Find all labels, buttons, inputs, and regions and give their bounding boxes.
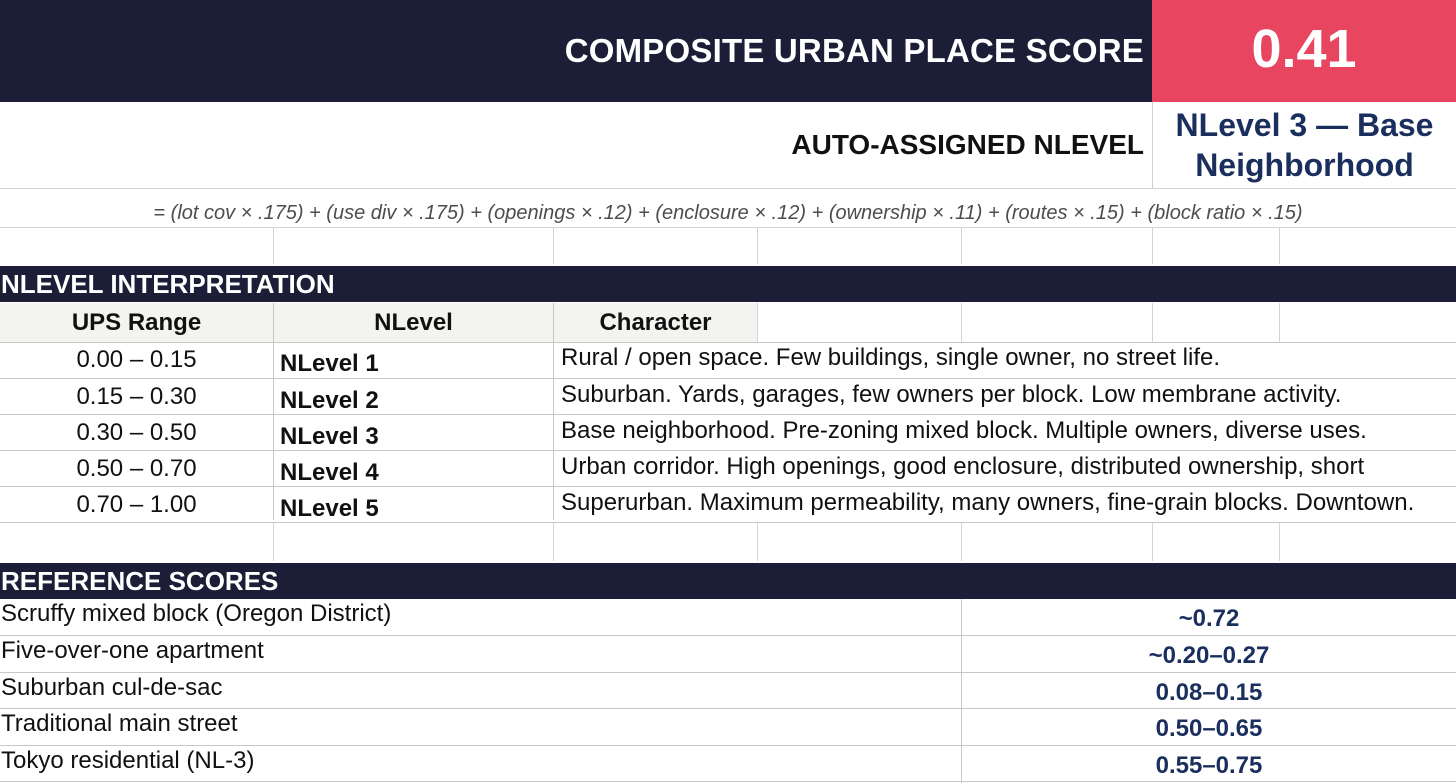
table-cell-character[interactable]: Superurban. Maximum permeability, many owners, fine-grain blocks. Downtown. (561, 489, 1415, 516)
column-header-ups-range[interactable]: UPS Range (0, 303, 273, 342)
column-divider (1279, 303, 1280, 342)
column-divider (1279, 228, 1280, 264)
reference-score[interactable]: 0.08–0.15 (1155, 679, 1263, 706)
reference-name[interactable]: Five-over-one apartment (1, 637, 264, 664)
table-cell-nlevel[interactable]: NLevel 1 (280, 350, 379, 377)
column-divider (273, 523, 274, 561)
column-divider (757, 228, 758, 264)
row-divider (0, 188, 1456, 189)
reference-name[interactable]: Traditional main street (1, 710, 238, 737)
table-cell-range[interactable]: 0.70 – 1.00 (76, 491, 197, 518)
composite-score-cell[interactable] (1152, 0, 1456, 102)
column-divider (273, 228, 274, 264)
table-cell-character[interactable]: Base neighborhood. Pre-zoning mixed block. Multiple owners, diverse uses. (561, 417, 1367, 444)
table-cell-nlevel[interactable]: NLevel 3 (280, 423, 379, 450)
table-cell-range[interactable]: 0.15 – 0.30 (76, 383, 197, 410)
column-divider (553, 228, 554, 264)
column-divider (757, 523, 758, 561)
column-divider (961, 303, 962, 342)
column-divider (553, 523, 554, 561)
column-divider (757, 303, 758, 342)
reference-name[interactable]: Suburban cul-de-sac (1, 674, 223, 701)
row-divider (0, 522, 1456, 523)
table-cell-nlevel[interactable]: NLevel 4 (280, 459, 379, 486)
column-divider (1152, 523, 1153, 561)
auto-assigned-nlevel-cell[interactable] (1152, 102, 1456, 188)
reference-name[interactable]: Scruffy mixed block (Oregon District) (1, 600, 392, 627)
column-header-character[interactable]: Character (554, 303, 757, 342)
auto-assigned-nlevel-line1: NLevel 3 — Base (1175, 107, 1434, 143)
table-cell-range[interactable]: 0.00 – 0.15 (76, 346, 197, 373)
reference-score[interactable]: 0.50–0.65 (1155, 715, 1263, 742)
column-divider (961, 228, 962, 264)
table-cell-nlevel[interactable]: NLevel 2 (280, 387, 379, 414)
formula-text[interactable]: = (lot cov × .175) + (use div × .175) + (openings × .12) + (enclosure × .12) + (ownership × .11) + (routes × .15) + (block ratio × .15) (153, 201, 1303, 224)
column-divider (1152, 228, 1153, 264)
reference-score[interactable]: ~0.72 (1178, 605, 1240, 632)
reference-name[interactable]: Tokyo residential (NL-3) (1, 747, 255, 774)
row-divider (0, 227, 1456, 228)
column-divider (961, 523, 962, 561)
row-divider (0, 781, 1456, 782)
column-divider (1152, 303, 1153, 342)
composite-score-value: 0.41 (1251, 19, 1357, 79)
column-divider (1279, 523, 1280, 561)
table-cell-range[interactable]: 0.30 – 0.50 (76, 419, 197, 446)
table-cell-character[interactable]: Suburban. Yards, garages, few owners per block. Low membrane activity. (561, 381, 1342, 408)
table-cell-character[interactable]: Urban corridor. High openings, good enclosure, distributed ownership, short (561, 453, 1365, 480)
column-header-nlevel[interactable]: NLevel (274, 303, 553, 342)
auto-assigned-nlevel-line2: Neighborhood (1195, 147, 1414, 183)
reference-score[interactable]: ~0.20–0.27 (1148, 642, 1270, 669)
table-cell-character[interactable]: Rural / open space. Few buildings, single owner, no street life. (561, 344, 1221, 371)
reference-section-header: REFERENCE SCORES (0, 563, 1456, 599)
page-title: COMPOSITE URBAN PLACE SCORE (564, 32, 1144, 69)
table-cell-nlevel[interactable]: NLevel 5 (280, 495, 379, 522)
table-cell-range[interactable]: 0.50 – 0.70 (76, 455, 197, 482)
reference-score[interactable]: 0.55–0.75 (1155, 752, 1263, 779)
auto-assigned-label: AUTO-ASSIGNED NLEVEL (791, 129, 1144, 160)
interpretation-section-header: NLEVEL INTERPRETATION (0, 266, 1456, 302)
